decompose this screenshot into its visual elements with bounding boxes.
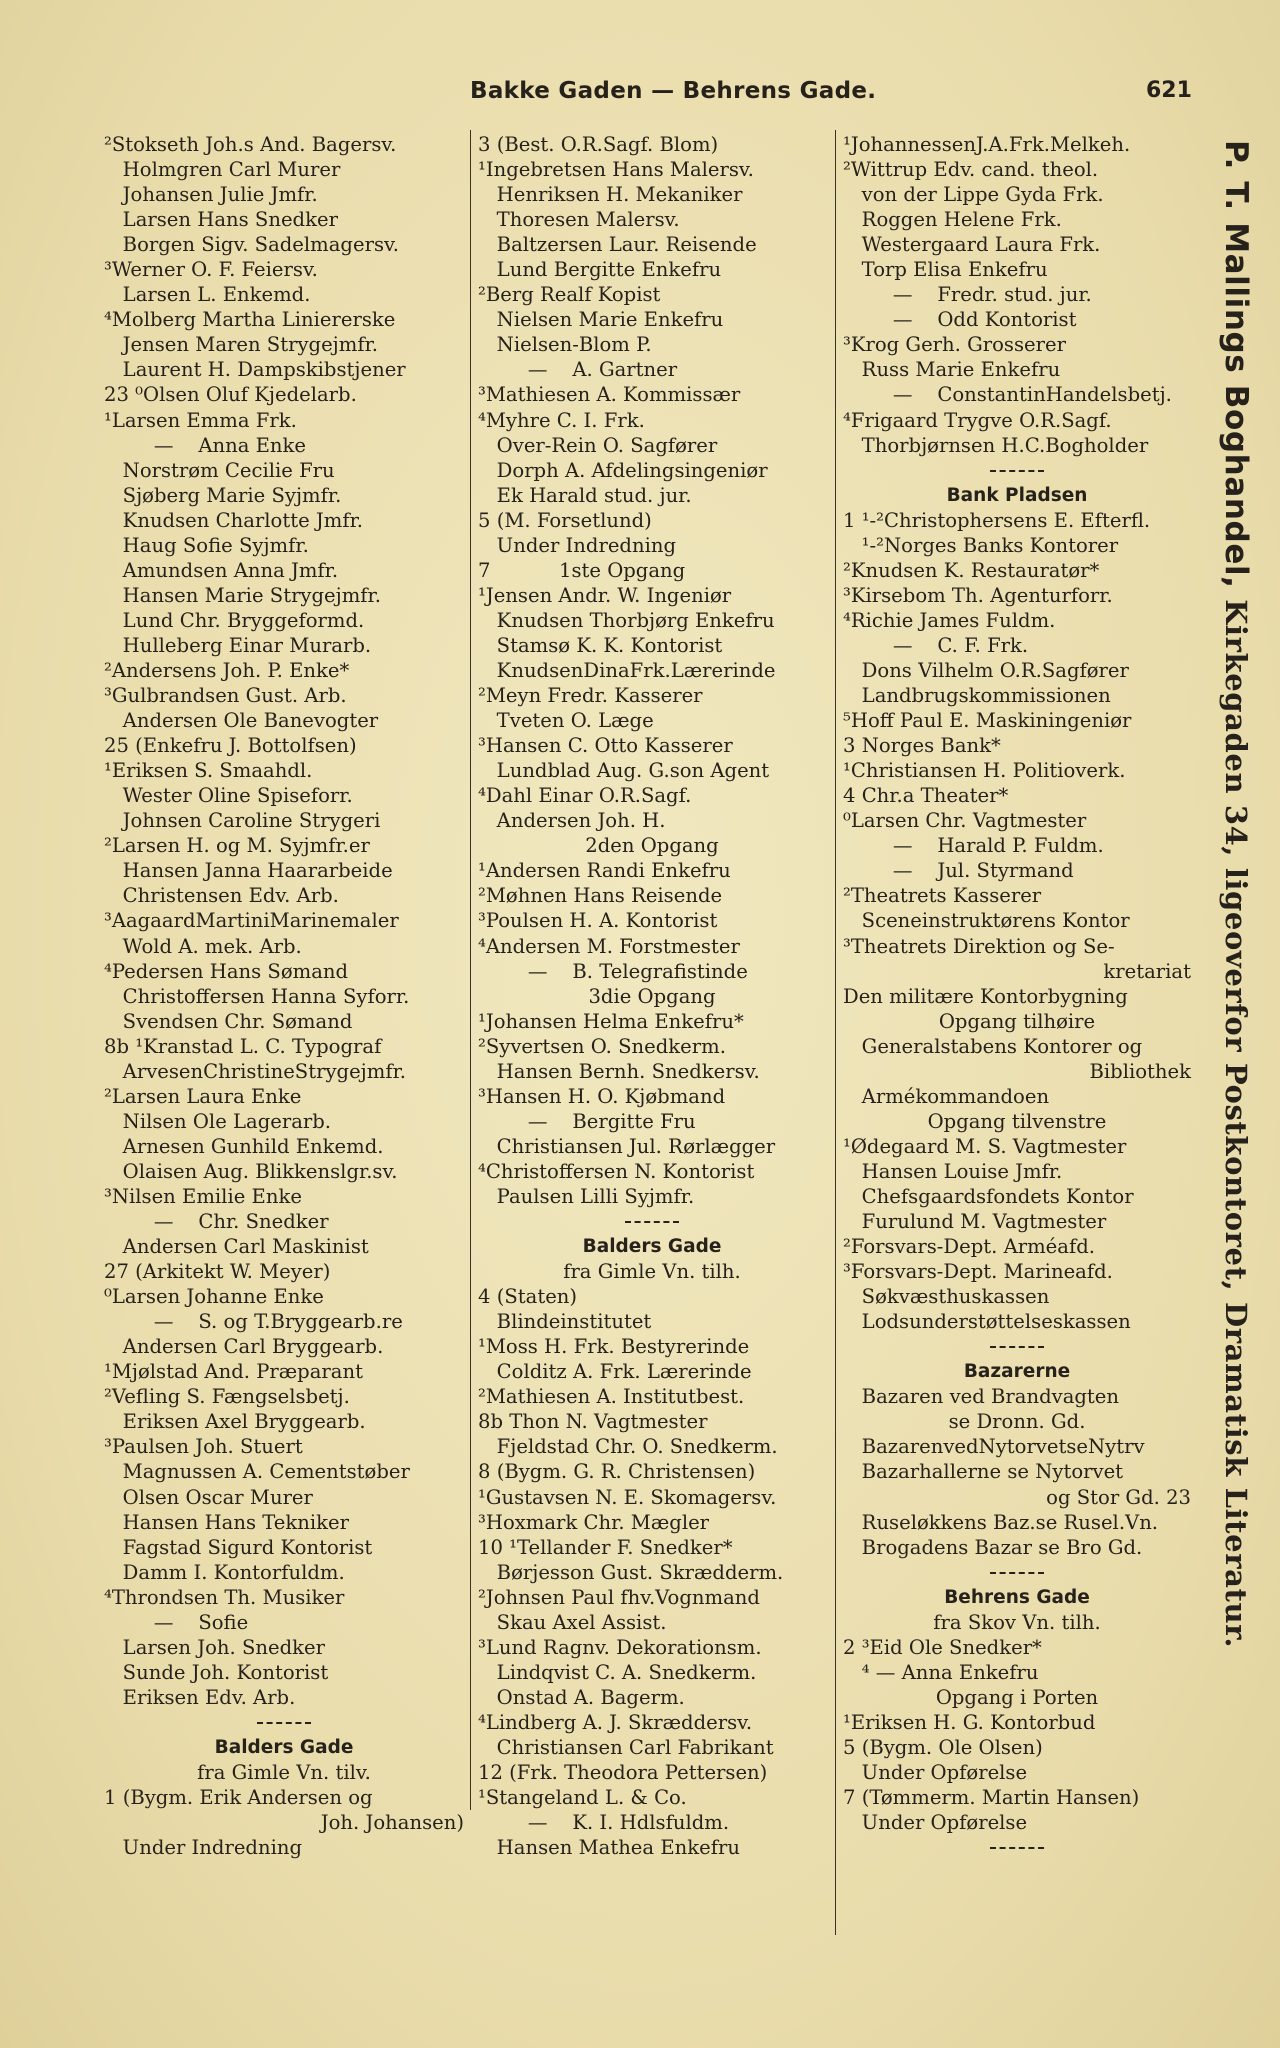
directory-entry: Fjeldstad Chr. O. Snedkerm. bbox=[478, 1435, 778, 1459]
column-divider bbox=[470, 130, 471, 1810]
directory-entry: 8b Thon N. Vagtmester bbox=[478, 1410, 708, 1434]
directory-entry: 8 (Bygm. G. R. Christensen) bbox=[478, 1460, 756, 1484]
directory-entry: Andersen Carl Maskinist bbox=[104, 1235, 369, 1259]
directory-entry: Nielsen-Blom P. bbox=[478, 333, 652, 357]
directory-entry: 8b ¹Kranstad L. C. Typograf bbox=[104, 1034, 382, 1058]
directory-entry: Andersen Joh. H. bbox=[478, 809, 666, 833]
directory-entry: BazarenvedNytorvetseNytrv bbox=[843, 1435, 1145, 1459]
directory-entry: Wold A. mek. Arb. bbox=[104, 934, 302, 958]
directory-entry: ³Paulsen Joh. Stuert bbox=[104, 1435, 303, 1459]
directory-entry: ¹Eriksen S. Smaahdl. bbox=[104, 759, 313, 783]
separator bbox=[843, 1560, 1191, 1585]
directory-entry: Hulleberg Einar Murarb. bbox=[104, 633, 372, 657]
directory-entry: Paulsen Lilli Syjmfr. bbox=[478, 1184, 695, 1208]
directory-entry: ²Wittrup Edv. cand. theol. bbox=[843, 158, 1099, 182]
column-3 bbox=[843, 132, 1191, 1860]
directory-entry: 1 ¹-²Christophersens E. Efterfl. bbox=[843, 508, 1151, 532]
directory-entry: Under Opførelse bbox=[843, 1761, 1028, 1785]
directory-entry: — K. I. Hdlsfuldm. bbox=[478, 1811, 730, 1835]
directory-entry: ⁴Throndsen Th. Musiker bbox=[104, 1585, 345, 1609]
directory-entry: Sceneinstruktørens Kontor bbox=[843, 909, 1130, 933]
separator bbox=[843, 1334, 1191, 1359]
directory-entry: ³Hansen C. Otto Kasserer bbox=[478, 734, 733, 758]
directory-entry: von der Lippe Gyda Frk. bbox=[843, 183, 1104, 207]
directory-entry: Amundsen Anna Jmfr. bbox=[104, 558, 339, 582]
side-ad-strong: P. T. Mallings Boghandel, bbox=[1218, 140, 1254, 589]
directory-entry: Ek Harald stud. jur. bbox=[478, 483, 692, 507]
directory-entry: Johnsen Caroline Strygeri bbox=[104, 809, 381, 833]
directory-entry: Under Opførelse bbox=[843, 1811, 1028, 1835]
directory-entry: KnudsenDinaFrk.Lærerinde bbox=[478, 658, 776, 682]
directory-entry: Russ Marie Enkefru bbox=[843, 358, 1061, 382]
directory-entry: ³Hansen H. O. Kjøbmand bbox=[478, 1084, 726, 1108]
directory-entry: ²Theatrets Kasserer bbox=[843, 884, 1042, 908]
directory-entry: — Jul. Styrmand bbox=[843, 859, 1074, 883]
directory-entry: ¹Stangeland L. & Co. bbox=[478, 1786, 687, 1810]
directory-entry: Eriksen Edv. Arb. bbox=[104, 1685, 296, 1709]
directory-entry: Colditz A. Frk. Lærerinde bbox=[478, 1360, 752, 1384]
separator bbox=[843, 1835, 1191, 1860]
directory-entry: Laurent H. Dampskibstjener bbox=[104, 358, 406, 382]
street-subheading: fra Skov Vn. tilh. bbox=[933, 1610, 1101, 1634]
directory-entry: ³Poulsen H. A. Kontorist bbox=[478, 909, 718, 933]
directory-entry: — Sofie bbox=[104, 1610, 249, 1634]
directory-entry: ⁰Larsen Johanne Enke bbox=[104, 1285, 324, 1309]
directory-entry: Hansen Bernh. Snedkersv. bbox=[478, 1059, 760, 1083]
directory-entry: 12 (Frk. Theodora Pettersen) bbox=[478, 1761, 768, 1785]
directory-entry: — Chr. Snedker bbox=[104, 1210, 329, 1234]
directory-entry: ²Syvertsen O. Snedkerm. bbox=[478, 1034, 726, 1058]
directory-entry: 7 1ste Opgang bbox=[478, 558, 686, 582]
directory-entry: Lindqvist C. A. Snedkerm. bbox=[478, 1660, 757, 1684]
separator bbox=[843, 458, 1191, 483]
directory-entry: ⁴Molberg Martha Liniererske bbox=[104, 308, 396, 332]
directory-entry: ³Werner O. F. Feiersv. bbox=[104, 258, 318, 282]
directory-entry: ⁴Dahl Einar O.R.Sagf. bbox=[478, 784, 692, 808]
directory-entry: ¹Mjølstad And. Præparant bbox=[104, 1360, 363, 1384]
directory-entry: Henriksen H. Mekaniker bbox=[478, 183, 743, 207]
directory-entry: Johansen Julie Jmfr. bbox=[104, 183, 318, 207]
directory-entry: Hansen Louise Jmfr. bbox=[843, 1159, 1063, 1183]
directory-entry: Lodsunderstøttelseskassen bbox=[843, 1310, 1131, 1334]
directory-entry: Dons Vilhelm O.R.Sagfører bbox=[843, 658, 1129, 682]
page-header bbox=[0, 78, 1280, 114]
directory-entry: Andersen Carl Bryggearb. bbox=[104, 1335, 384, 1359]
directory-entry: Larsen L. Enkemd. bbox=[104, 283, 311, 307]
street-heading: Behrens Gade bbox=[944, 1586, 1090, 1608]
directory-entry: Generalstabens Kontorer og bbox=[843, 1034, 1143, 1058]
directory-entry: Eriksen Axel Bryggearb. bbox=[104, 1410, 366, 1434]
directory-entry: — B. Telegrafistinde bbox=[478, 959, 748, 983]
directory-entry: ²Larsen H. og M. Syjmfr.er bbox=[104, 834, 370, 858]
directory-entry: ¹Christiansen H. Politioverk. bbox=[843, 759, 1126, 783]
directory-entry: Knudsen Thorbjørg Enkefru bbox=[478, 608, 775, 632]
directory-entry: ¹Gustavsen N. E. Skomagersv. bbox=[478, 1485, 777, 1509]
directory-entry: 3 (Best. O.R.Sagf. Blom) bbox=[478, 133, 719, 156]
directory-entry: Christoffersen Hanna Syforr. bbox=[104, 984, 410, 1008]
directory-entry: ⁴Richie James Fuldm. bbox=[843, 608, 1056, 632]
directory-entry: ²Stokseth Joh.s And. Bagersv. bbox=[104, 133, 397, 156]
directory-entry: Under Indredning bbox=[478, 533, 677, 557]
directory-entry: ²Knudsen K. Restauratør* bbox=[843, 558, 1100, 582]
directory-entry: Skau Axel Assist. bbox=[478, 1610, 667, 1634]
directory-entry: Brogadens Bazar se Bro Gd. bbox=[843, 1535, 1143, 1559]
directory-entry: — A. Gartner bbox=[478, 358, 678, 382]
directory-entry: Søkvæsthuskassen bbox=[843, 1285, 1050, 1309]
directory-entry: ³Nilsen Emilie Enke bbox=[104, 1184, 302, 1208]
column-divider bbox=[835, 130, 836, 1935]
side-advertisement bbox=[1218, 140, 1254, 1648]
street-heading: Balders Gade bbox=[214, 1737, 354, 1758]
directory-entry: ⁴Frigaard Trygve O.R.Sagf. bbox=[843, 408, 1112, 432]
directory-entry: Magnussen A. Cementstøber bbox=[104, 1460, 410, 1484]
directory-entry: Chefsgaardsfondets Kontor bbox=[843, 1184, 1134, 1208]
column-2 bbox=[478, 132, 826, 1860]
directory-entry: Knudsen Charlotte Jmfr. bbox=[104, 508, 364, 532]
directory-entry: Larsen Joh. Snedker bbox=[104, 1635, 325, 1659]
directory-entry: 27 (Arkitekt W. Meyer) bbox=[104, 1260, 331, 1284]
directory-entry: ¹Ødegaard M. S. Vagtmester bbox=[843, 1134, 1127, 1158]
directory-entry: — Bergitte Fru bbox=[478, 1109, 696, 1133]
street-heading: Bazarerne bbox=[963, 1361, 1071, 1383]
directory-entry: — Anna Enke bbox=[104, 433, 307, 457]
directory-entry: ⁴Andersen M. Forstmester bbox=[478, 934, 740, 958]
directory-entry: ²Larsen Laura Enke bbox=[104, 1084, 302, 1108]
directory-entry: Thorbjørnsen H.C.Bogholder bbox=[843, 433, 1149, 457]
directory-entry: Haug Sofie Syjmfr. bbox=[104, 533, 309, 557]
directory-entry: Hansen Hans Tekniker bbox=[104, 1510, 349, 1534]
directory-entry: — Harald P. Fuldm. bbox=[843, 834, 1104, 858]
directory-entry: Bibliothek bbox=[1089, 1059, 1191, 1083]
directory-entry: ³Lund Ragnv. Dekorationsm. bbox=[478, 1635, 762, 1659]
street-heading: Bank Pladsen bbox=[946, 484, 1088, 506]
directory-entry: Damm I. Kontorfuldm. bbox=[104, 1560, 345, 1584]
directory-entry: ¹Eriksen H. G. Kontorbud bbox=[843, 1710, 1096, 1734]
directory-entry: Christiansen Carl Fabrikant bbox=[478, 1736, 774, 1759]
directory-entry: ²Mathiesen A. Institutbest. bbox=[478, 1385, 745, 1409]
directory-entry: Hansen Mathea Enkefru bbox=[478, 1836, 740, 1860]
directory-entry: ²Johnsen Paul fhv.Vognmand bbox=[478, 1585, 760, 1609]
directory-entry: Stamsø K. K. Kontorist bbox=[478, 633, 723, 657]
directory-entry: Borgen Sigv. Sadelmagersv. bbox=[104, 233, 399, 257]
directory-entry: ¹Johansen Helma Enkefru* bbox=[478, 1009, 744, 1033]
directory-entry: Opgang tilvenstre bbox=[927, 1109, 1107, 1133]
directory-entry: 23 ⁰Olsen Oluf Kjedelarb. bbox=[104, 383, 357, 407]
directory-entry: 10 ¹Tellander F. Snedker* bbox=[478, 1535, 733, 1559]
directory-entry: Wester Oline Spiseforr. bbox=[104, 784, 353, 808]
directory-entry: Westergaard Laura Frk. bbox=[843, 233, 1101, 257]
street-subheading: fra Gimle Vn. tilh. bbox=[563, 1260, 741, 1284]
street-heading: Balders Gade bbox=[582, 1236, 722, 1258]
directory-entry: ²Meyn Fredr. Kasserer bbox=[478, 684, 703, 708]
directory-entry: Svendsen Chr. Sømand bbox=[104, 1009, 353, 1033]
directory-entry: ¹Moss H. Frk. Bestyrerinde bbox=[478, 1335, 750, 1359]
directory-entry: — S. og T.Bryggearb.re bbox=[104, 1310, 403, 1334]
directory-entry: og Stor Gd. 23 bbox=[1046, 1485, 1191, 1509]
directory-entry: Sjøberg Marie Syjmfr. bbox=[104, 483, 342, 507]
directory-entry: ¹Jensen Andr. W. Ingeniør bbox=[478, 583, 732, 607]
directory-entry: se Dronn. Gd. bbox=[948, 1410, 1086, 1434]
separator bbox=[104, 1710, 464, 1735]
directory-entry: 3 Norges Bank* bbox=[843, 734, 1001, 758]
directory-entry: ⁴Pedersen Hans Sømand bbox=[104, 959, 349, 983]
directory-entry: ²Møhnen Hans Reisende bbox=[478, 884, 723, 908]
side-ad-rest: Kirkegaden 34, ligeoverfor Postkontoret, Dramatisk Literatur. bbox=[1219, 588, 1253, 1649]
directory-entry: — Fredr. stud. jur. bbox=[843, 283, 1092, 307]
directory-entry: Furulund M. Vagtmester bbox=[843, 1210, 1107, 1234]
directory-entry: — C. F. Frk. bbox=[843, 633, 1029, 657]
directory-entry: Børjesson Gust. Skrædderm. bbox=[478, 1560, 784, 1584]
directory-entry: Bazarhallerne se Nytorvet bbox=[843, 1460, 1124, 1484]
directory-entry: ArvesenChristineStrygejmfr. bbox=[104, 1059, 407, 1083]
directory-entry: ¹Larsen Emma Frk. bbox=[104, 408, 297, 432]
directory-entry: Olaisen Aug. Blikkenslgr.sv. bbox=[104, 1159, 398, 1183]
directory-entry: ³Mathiesen A. Kommissær bbox=[478, 383, 741, 407]
directory-entry: kretariat bbox=[1103, 959, 1191, 983]
directory-entry: Under Indredning bbox=[104, 1836, 303, 1860]
directory-entry: 4 Chr.a Theater* bbox=[843, 784, 1009, 808]
directory-entry: Torp Elisa Enkefru bbox=[843, 258, 1048, 282]
directory-entry: Lund Bergitte Enkefru bbox=[478, 258, 722, 282]
directory-entry: ⁰Larsen Chr. Vagtmester bbox=[843, 809, 1087, 833]
directory-entry: ²Forsvars-Dept. Arméafd. bbox=[843, 1235, 1095, 1259]
directory-entry: Nilsen Ole Lagerarb. bbox=[104, 1109, 332, 1133]
directory-entry: Over-Rein O. Sagfører bbox=[478, 433, 718, 457]
directory-entry: Nielsen Marie Enkefru bbox=[478, 308, 724, 332]
directory-entry: ⁴Myhre C. I. Frk. bbox=[478, 408, 645, 432]
directory-entry: Bazaren ved Brandvagten bbox=[843, 1385, 1120, 1409]
directory-entry: ⁴ — Anna Enkefru bbox=[843, 1660, 1039, 1684]
directory-entry: 3die Opgang bbox=[588, 984, 716, 1008]
directory-entry: ¹JohannessenJ.A.Frk.Melkeh. bbox=[843, 133, 1131, 156]
directory-entry: Onstad A. Bagerm. bbox=[478, 1685, 685, 1709]
directory-entry: ³Hoxmark Chr. Mægler bbox=[478, 1510, 710, 1534]
directory-entry: ³Gulbrandsen Gust. Arb. bbox=[104, 684, 347, 708]
directory-entry: Fagstad Sigurd Kontorist bbox=[104, 1535, 373, 1559]
directory-entry: Olsen Oscar Murer bbox=[104, 1485, 313, 1509]
directory-entry: Armékommandoen bbox=[843, 1084, 1050, 1108]
directory-entry: ¹Andersen Randi Enkefru bbox=[478, 859, 731, 883]
street-subheading: fra Gimle Vn. tilv. bbox=[197, 1761, 371, 1785]
directory-entry: Christiansen Jul. Rørlægger bbox=[478, 1134, 776, 1158]
directory-entry: Joh. Johansen) bbox=[320, 1811, 464, 1835]
directory-entry: Tveten O. Læge bbox=[478, 709, 654, 733]
directory-entry: Thoresen Malersv. bbox=[478, 208, 680, 232]
directory-entry: Sunde Joh. Kontorist bbox=[104, 1660, 329, 1684]
directory-entry: Hansen Janna Haararbeide bbox=[104, 859, 393, 883]
directory-entry: 4 (Staten) bbox=[478, 1285, 578, 1309]
directory-entry: 25 (Enkefru J. Bottolfsen) bbox=[104, 734, 357, 758]
directory-entry: Lundblad Aug. G.son Agent bbox=[478, 759, 770, 783]
directory-entry: ²Berg Realf Kopist bbox=[478, 283, 661, 307]
directory-entry: Landbrugskommissionen bbox=[843, 684, 1111, 708]
directory-entry: ³Forsvars-Dept. Marineafd. bbox=[843, 1260, 1113, 1284]
directory-entry: ⁴Lindberg A. J. Skræddersv. bbox=[478, 1710, 753, 1734]
directory-entry: Larsen Hans Snedker bbox=[104, 208, 338, 232]
directory-entry: Den militære Kontorbygning bbox=[843, 984, 1128, 1008]
directory-entry: 5 (Bygm. Ole Olsen) bbox=[843, 1736, 1043, 1759]
directory-entry: 7 (Tømmerm. Martin Hansen) bbox=[843, 1786, 1140, 1810]
directory-entry: ³Theatrets Direktion og Se- bbox=[843, 934, 1115, 958]
directory-entry: Ruseløkkens Baz.se Rusel.Vn. bbox=[843, 1510, 1159, 1534]
directory-entry: Christensen Edv. Arb. bbox=[104, 884, 339, 908]
directory-entry: ²Vefling S. Fængselsbetj. bbox=[104, 1385, 350, 1409]
directory-entry: 2den Opgang bbox=[585, 834, 719, 858]
directory-entry: ³AagaardMartiniMarinemaler bbox=[104, 909, 399, 933]
directory-entry: 1 (Bygm. Erik Andersen og bbox=[104, 1786, 373, 1810]
directory-entry: Holmgren Carl Murer bbox=[104, 158, 341, 182]
directory-entry: Dorph A. Afdelingsingeniør bbox=[478, 458, 768, 482]
page-number: 621 bbox=[1146, 78, 1192, 103]
directory-entry: 5 (M. Forsetlund) bbox=[478, 508, 652, 532]
directory-entry: — Odd Kontorist bbox=[843, 308, 1077, 332]
directory-entry: ¹Ingebretsen Hans Malersv. bbox=[478, 158, 754, 182]
directory-entry: Roggen Helene Frk. bbox=[843, 208, 1062, 232]
directory-entry: — ConstantinHandelsbetj. bbox=[843, 383, 1172, 407]
directory-entry: ³Krog Gerh. Grosserer bbox=[843, 333, 1066, 357]
directory-entry: Andersen Ole Banevogter bbox=[104, 709, 379, 733]
directory-entry: ¹-²Norges Banks Kontorer bbox=[843, 533, 1119, 557]
directory-entry: Lund Chr. Bryggeformd. bbox=[104, 608, 365, 632]
directory-entry: Opgang tilhøire bbox=[938, 1009, 1096, 1033]
directory-entry: Baltzersen Laur. Reisende bbox=[478, 233, 757, 257]
directory-entry: Norstrøm Cecilie Fru bbox=[104, 458, 335, 482]
directory-entry: Arnesen Gunhild Enkemd. bbox=[104, 1134, 384, 1158]
directory-entry: 2 ³Eid Ole Snedker* bbox=[843, 1635, 1042, 1659]
directory-entry: ⁵Hoff Paul E. Maskiningeniør bbox=[843, 709, 1132, 733]
directory-entry: ⁴Christoffersen N. Kontorist bbox=[478, 1159, 755, 1183]
directory-entry: ³Kirsebom Th. Agenturforr. bbox=[843, 583, 1113, 607]
separator bbox=[478, 1209, 826, 1234]
page-title: Bakke Gaden — Behrens Gade. bbox=[470, 78, 877, 104]
directory-entry: Blindeinstitutet bbox=[478, 1310, 652, 1334]
directory-entry: Hansen Marie Strygejmfr. bbox=[104, 583, 381, 607]
column-1 bbox=[104, 132, 464, 1860]
directory-entry: Opgang i Porten bbox=[935, 1685, 1099, 1709]
directory-entry: ²Andersens Joh. P. Enke* bbox=[104, 658, 350, 682]
directory-entry: Jensen Maren Strygejmfr. bbox=[104, 333, 379, 357]
